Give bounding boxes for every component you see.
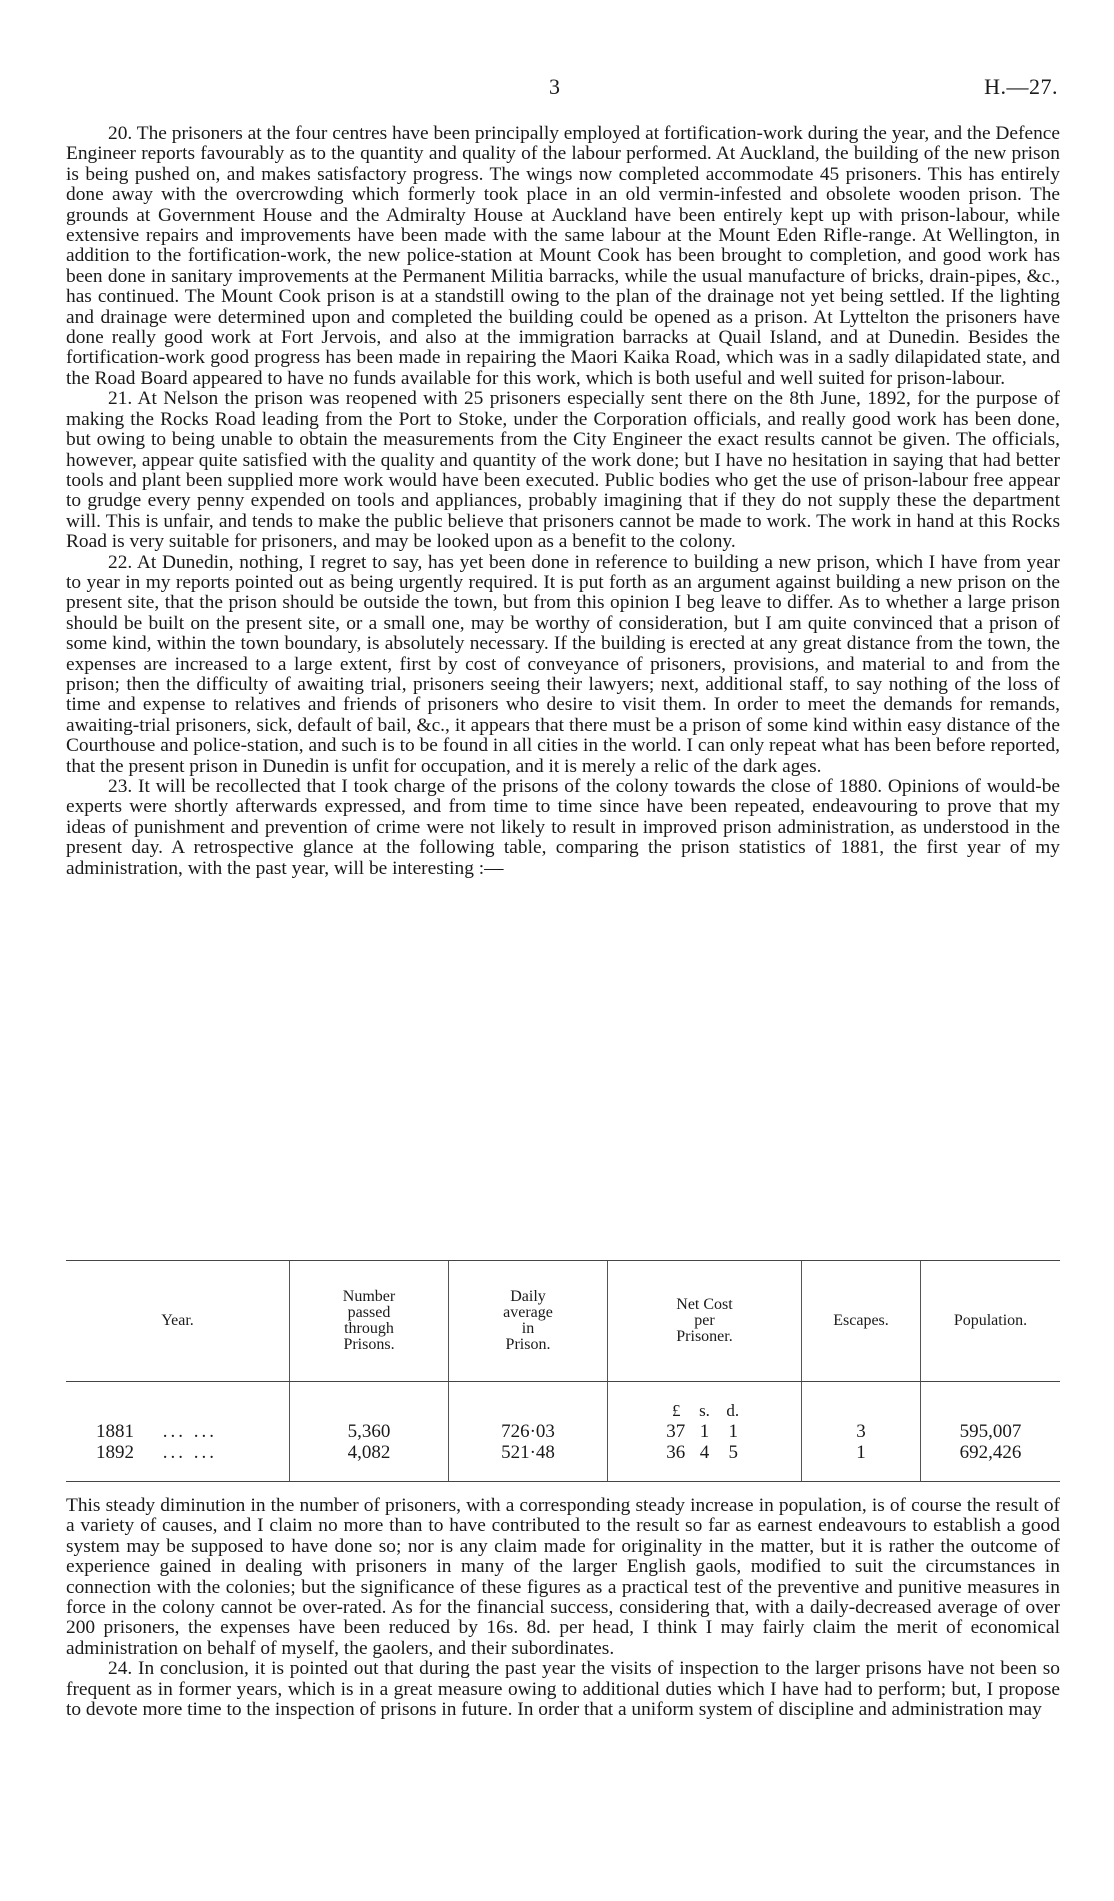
table-row [66, 1442, 1060, 1482]
page-number: 3 [549, 74, 560, 99]
cell-year [66, 1421, 290, 1442]
header-escapes: Escapes. [802, 1261, 921, 1382]
header-year: Year. [66, 1261, 290, 1382]
cell-year [66, 1442, 290, 1482]
year-value: 1881 [96, 1421, 134, 1442]
table-header-row [66, 1261, 1060, 1382]
body-text-top [66, 124, 1060, 879]
cost-pounds: 37 [666, 1421, 686, 1442]
header-passed-line: passed [347, 1304, 391, 1321]
header-cost-line: Prisoner. [676, 1328, 733, 1345]
cell-population: 692,426 [921, 1442, 1061, 1482]
header-passed-line: Prisons. [343, 1336, 395, 1353]
cell-daily: 726·03 [449, 1421, 608, 1442]
cost-pounds: 36 [666, 1442, 686, 1463]
header-passed [290, 1261, 449, 1382]
leader-dots: ... ... [162, 1421, 217, 1442]
body-text-bottom [66, 1496, 1060, 1720]
header-cost-line: per [694, 1312, 715, 1329]
document-reference: H.—27. [984, 74, 1058, 99]
cost-pence: 5 [728, 1442, 738, 1463]
cell-escapes: 1 [802, 1442, 921, 1482]
header-daily-line: Daily [510, 1288, 546, 1305]
cell-cost [608, 1442, 802, 1482]
paragraph-20: 20. The prisoners at the four centres have been principally employed at fortification-work during the year, and the Defence Engineer reports favourably as to the quantity and quality of the labour performed. At Auckland, the building of the new prison is being pushed on, and makes satisfactory progress. The wings now completed accommodate 45 prisoners. This has entirely done away with the overcrowding which formerly took place in an old vermin-infested and obsolete wooden prison. The grounds at Government House and the Admiralty House at Auckland have been entirely kept up with prison-labour, while extensive repairs and improvements have been made with the same labour at the Mount Eden Rifle-range. At Wellington, in addition to the fortification-work, the new police-station at Mount Cook has been brought to completion, and good work has been done in sanitary improvements at the Permanent Militia barracks, while the usual manufacture of bricks, drain-pipes, &c., has continued. The Mount Cook prison is at a standstill owing to the plan of the drainage not yet being settled. If the lighting and drainage were determined upon and completed the building could be opened as a prison. At Lyttelton the prisoners have done really good work at Fort Jervois, and also at the immigration barracks at Quail Island, and at Dunedin. Besides the fortification-work good progress has been made in repairing the Maori Kaika Road, which was in a sadly dilapidated state, and the Road Board appeared to have no funds available for this work, which is both useful and well suited for prison-labour. [66, 123, 1060, 389]
paragraph-24: 24. In conclusion, it is pointed out that during the past year the visits of inspection to the larger prisons have not been so frequent as in former years, which is in a great measure owing to additional duties which I have had to perform; but, I propose to devote more time to the inspection of prisons in future. In order that a uniform system of discipline and administration may [66, 1658, 1060, 1721]
cost-pence: 1 [728, 1421, 738, 1442]
cell-population: 595,007 [921, 1421, 1061, 1442]
header-daily-line: average [503, 1304, 553, 1321]
unit-pence: d. [726, 1401, 740, 1420]
header-cost-line: Net Cost [676, 1296, 733, 1313]
cost-shillings: 1 [699, 1421, 710, 1442]
cell-cost [608, 1421, 802, 1442]
header-daily-line: in [521, 1320, 535, 1337]
unit-pounds: £ [672, 1401, 681, 1420]
paragraph-22: 22. At Dunedin, nothing, I regret to say, has yet been done in reference to building a new prison, which I have from year to year in my reports pointed out as being urgently required. It is put forth as an argument against building a new prison on the present site, that the prison should be outside the town, but from this opinion I beg leave to differ. As to whether a large prison should be built on the present site, or a small one, may be worthy of consideration, but I am quite convinced that a prison of some kind, within the town boundary, is absolutely necessary. If the building is erected at any great distance from the town, the expenses are increased to a large extent, first by cost of conveyance of prisoners, provisions, and material to and from the prison; then the difficulty of awaiting trial, prisoners seeing their lawyers; next, additional staff, to say nothing of the loss of time and expense to relatives and friends of prisoners who desire to visit them. In order to meet the demands for remands, awaiting-trial prisoners, sick, default of bail, &c., it appears that there must be a prison of some kind within easy distance of the Courthouse and police-station, and such is to be found in all cities in the world. I can only repeat what has been before reported, that the present prison in Dunedin is unfit for occupation, and it is merely a relic of the dark ages. [66, 551, 1060, 777]
header-population: Population. [921, 1261, 1061, 1382]
prison-statistics-table [66, 1260, 1060, 1482]
cell-passed: 5,360 [290, 1421, 449, 1442]
unit-shillings: s. [699, 1401, 710, 1420]
cell-passed: 4,082 [290, 1442, 449, 1482]
cell-daily: 521·48 [449, 1442, 608, 1482]
header-passed-line: Number [342, 1288, 396, 1305]
table-row [66, 1421, 1060, 1442]
cost-units [608, 1382, 802, 1422]
paragraph-21: 21. At Nelson the prison was reopened with 25 prisoners especially sent there on the 8th June, 1892, for the purpose of making the Rocks Road leading from the Port to Stoke, under the Corporation officials, and really good work has been done, but owing to being unable to obtain the measurements from the City Engineer the exact results cannot be given. The officials, however, appear quite satisfied with the quality and quantity of the work done; but I have no hesitation in saying that had better tools and plant been supplied more work would have been executed. Public bodies who get the use of prison-labour free appear to grudge every penny expended on tools and appliances, probably imagining that if they do not supply these the department will. This is unfair, and tends to make the public believe that prisoners cannot be made to work. The work in hand at this Rocks Road is very suitable for prisoners, and may be looked upon as a benefit to the colony. [66, 388, 1060, 553]
cell-escapes: 3 [802, 1421, 921, 1442]
header-daily [449, 1261, 608, 1382]
paragraph-23: 23. It will be recollected that I took charge of the prisons of the colony towards the close of 1880. Opinions of would-be experts were shortly afterwards expressed, and from time to time since have been repeated, endeavouring to prove that my ideas of punishment and prevention of crime were not likely to result in improved prison administration, as understood in the present day. A retrospective glance at the following table, comparing the prison statistics of 1881, the first year of my administration, with the past year, will be interesting :— [66, 776, 1060, 879]
header-daily-line: Prison. [505, 1336, 551, 1353]
paragraph-after-table: This steady diminution in the number of prisoners, with a corresponding steady increase in population, is of course the result of a variety of causes, and I claim no more than to have contributed to the result so far as earnest endeavours to establish a good system may be supposed to have done so; nor is any claim made for originality in the matter, but it is rather the outcome of experience gained in dealing with prisoners in many of the larger English gaols, modified to suit the circumstances in connection with the colonies; but the significance of these figures as a practical test of the preventive and punitive measures in force in the colony cannot be over-rated. As for the financial success, considering that, with a daily-decreased average of over 200 prisoners, the expenses have been reduced by 16s. 8d. per head, I think I may fairly claim the merit of economical administration on behalf of myself, the gaolers, and their subordinates. [66, 1495, 1060, 1659]
header-cost [608, 1261, 802, 1382]
leader-dots: ... ... [162, 1442, 217, 1463]
year-value: 1892 [96, 1442, 134, 1463]
table-units-row [66, 1382, 1060, 1422]
cost-shillings: 4 [699, 1442, 710, 1463]
header-passed-line: through [344, 1320, 394, 1337]
